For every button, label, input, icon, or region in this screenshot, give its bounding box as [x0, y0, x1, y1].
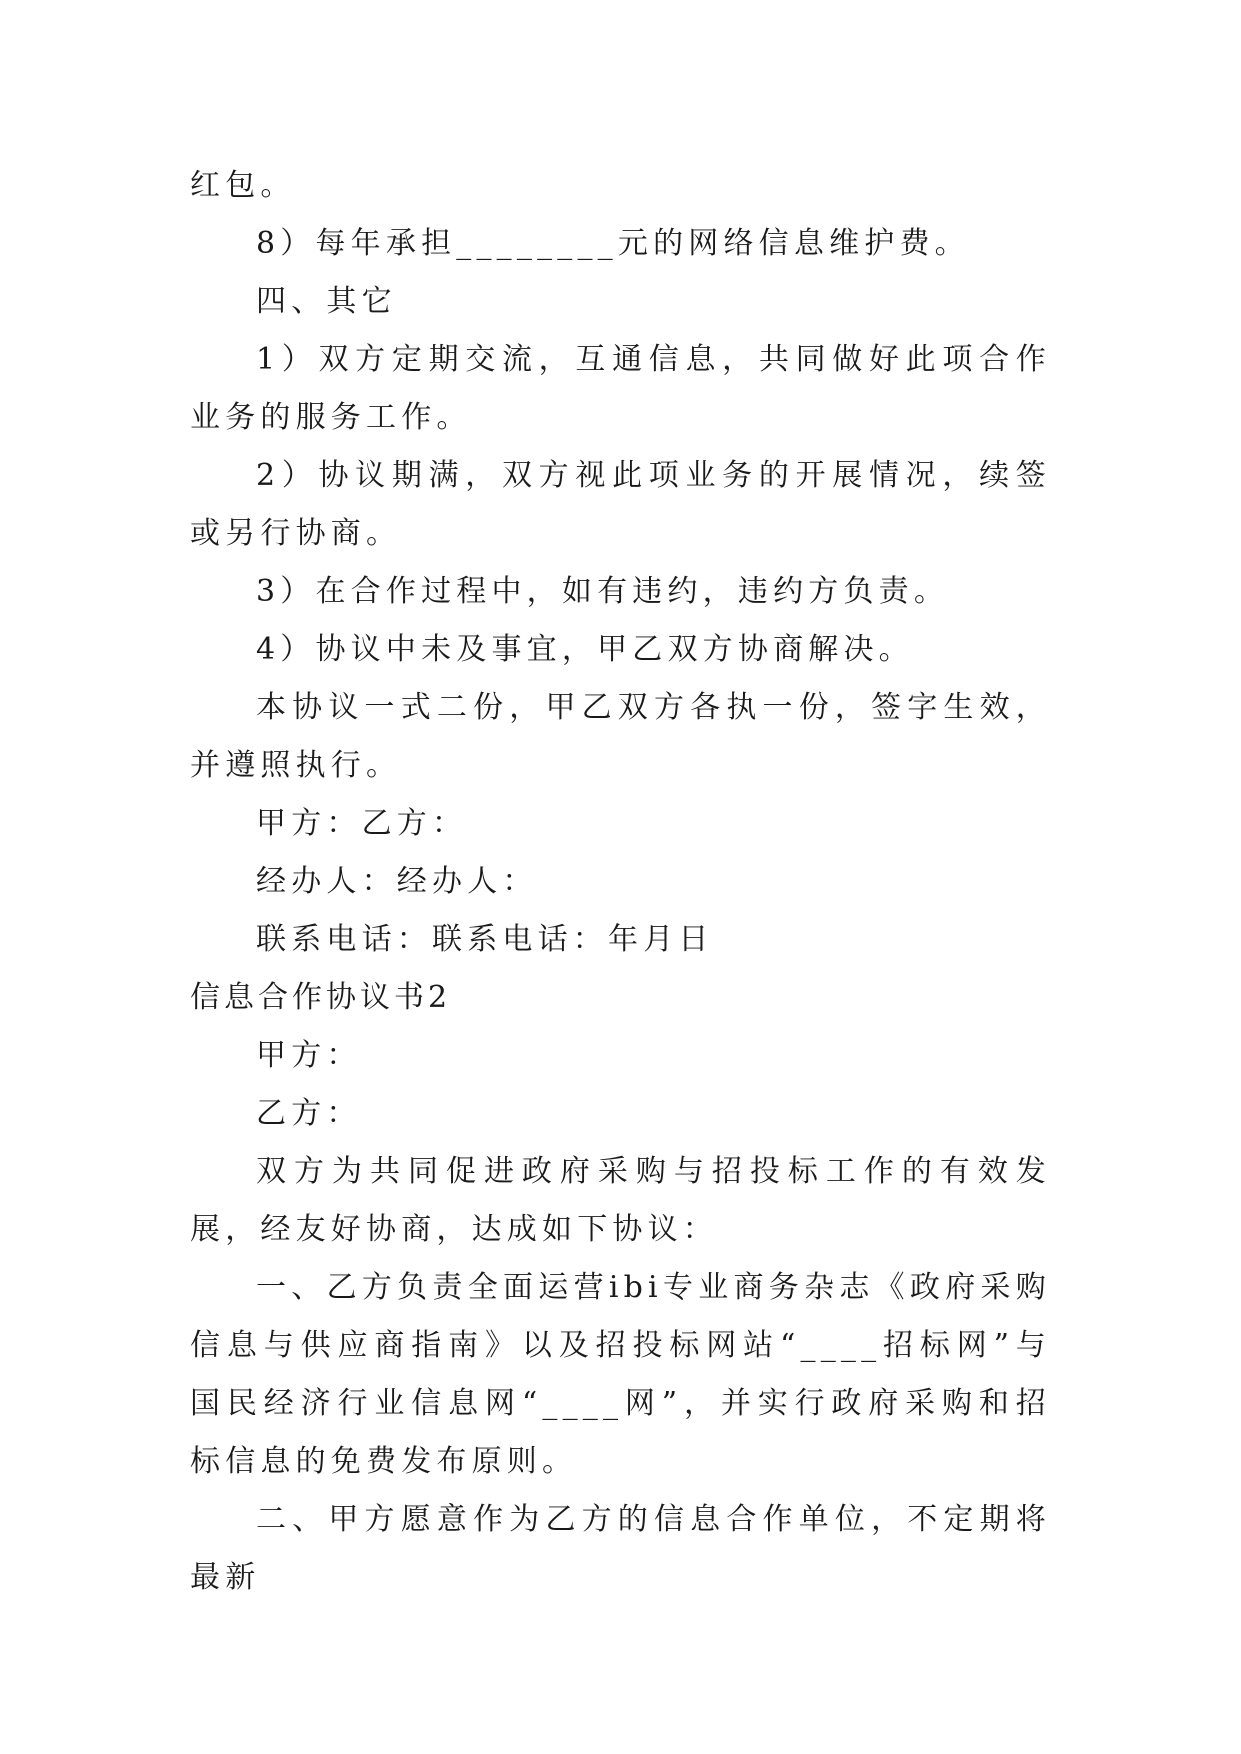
- paragraph: 本协议一式二份，甲乙双方各执一份，签字生效，并遵照执行。: [190, 690, 1051, 783]
- paragraph: 2）协议期满，双方视此项业务的开展情况，续签或另行协商。: [190, 458, 1051, 551]
- paragraph: 3）在合作过程中，如有违约，违约方负责。: [256, 574, 950, 609]
- paragraph: 1）双方定期交流，互通信息，共同做好此项合作业务的服务工作。: [190, 342, 1051, 435]
- signature-line: 经办人：经办人：: [256, 864, 538, 899]
- signature-line: 甲方：乙方：: [256, 806, 468, 841]
- paragraph: 4）协议中未及事宜，甲乙双方协商解决。: [256, 632, 914, 667]
- paragraph: 一、乙方负责全面运营ibi专业商务杂志《政府采购信息与供应商指南》以及招投标网站“____招标网”与国民经济行业信息网“____网”，并实行政府采购和招标信息的免费发布原则。: [190, 1270, 1051, 1479]
- party-line: 乙方：: [256, 1096, 362, 1131]
- section-heading: 四、其它: [256, 284, 397, 319]
- document-title: 信息合作协议书2: [190, 980, 452, 1015]
- signature-line: 联系电话：联系电话：年月日: [256, 922, 714, 957]
- paragraph: 8）每年承担________元的网络信息维护费。: [256, 226, 970, 261]
- paragraph: 双方为共同促进政府采购与招投标工作的有效发展，经友好协商，达成如下协议：: [190, 1154, 1051, 1247]
- party-line: 甲方：: [256, 1038, 362, 1073]
- document-body: [190, 157, 1051, 1607]
- paragraph: 二、甲方愿意作为乙方的信息合作单位，不定期将最新: [190, 1502, 1051, 1595]
- paragraph: 红包。: [190, 168, 296, 203]
